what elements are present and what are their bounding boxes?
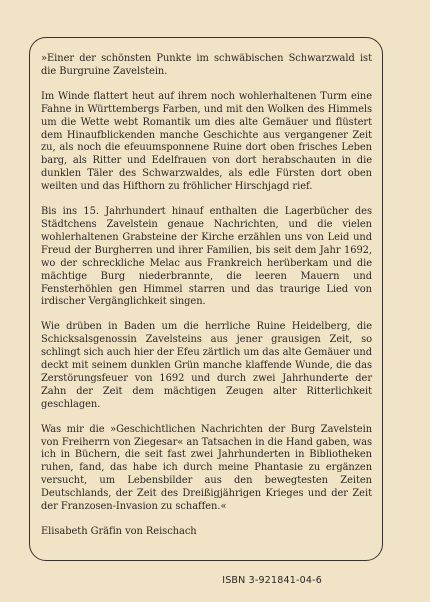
author-signature: Elisabeth Gräfin von Reischach: [41, 526, 197, 537]
paragraph-sources: Was mir die »Geschichtlichen Nachrichten der Burg Zavelstein von Freiherrn von Ziegesar« an Tatsachen in die Hand gaben, was ich in Büchern, die seit fast zwei Jahrhunderten in Bibliotheken ruhen, fand, das habe ich durch meine Phantasie zu ergänzen versucht, um Lebensbilder aus den bewegtesten Zeiten Deutschlands, der Zeit des Dreißigjährigen Krieges und der Zeit der Franzosen-Invasion zu schaffen.«: [41, 423, 372, 513]
isbn-number: ISBN 3-921841-04-6: [222, 575, 322, 586]
paragraph-intro: »Einer der schönsten Punkte im schwäbischen Schwarzwald ist die Burgruine Zavelstein.: [41, 53, 372, 77]
paragraph-ivy: Wie drüben in Baden um die herrliche Ruine Heidelberg, die Schicksalsgenossin Zavelsteins aus jener grausigen Zeit, so schlingt sich auch hier der Efeu zärtlich um das alte Gemäuer und deckt mit seinem dunklen Grün manche klaffende Wunde, die das Zerstörungsfeuer von 1692 und durch zwei Jahrhunderte der Zahn der Zeit dem mächtigen Zeugen alter Ritterlichkeit geschlagen.: [41, 321, 372, 410]
paragraph-tower: Im Winde flattert heut auf ihrem noch wohlerhaltenen Turm eine Fahne in Württembergs Farben, und mit den Wolken des Himmels um die Wette webt Romantik um dies alte Gemäuer und flüstert dem Hinaufblickenden manche Geschichte aus vergangener Zeit zu, als noch die efeuumsponnene Ruine dort oben frisches Leben barg, als Ritter und Edelfrauen von dort herabschauten in die dunklen Täler des Schwarzwaldes, als edle Fürsten dort oben weilten und das Hifthorn zu fröhlicher Hirschjagd rief.: [41, 90, 372, 193]
paragraph-history: Bis ins 15. Jahrhundert hinauf enthalten die Lagerbücher des Städtchens Zavelstein genaue Nachrichten, und die vielen wohlerhaltenen Grabsteine der Kirche erzählen uns von Leid und Freud der Burgherren und ihrer Familien, bis seit dem Jahr 1692, wo der schreckliche Melac aus Frankreich herüberkam und die mächtige Burg niederbrannte, die leeren Mauern und Fensterhöhlen gen Himmel starren und das traurige Lied von irdischer Vergänglichkeit singen.: [41, 206, 372, 308]
back-cover-text: [41, 53, 372, 551]
